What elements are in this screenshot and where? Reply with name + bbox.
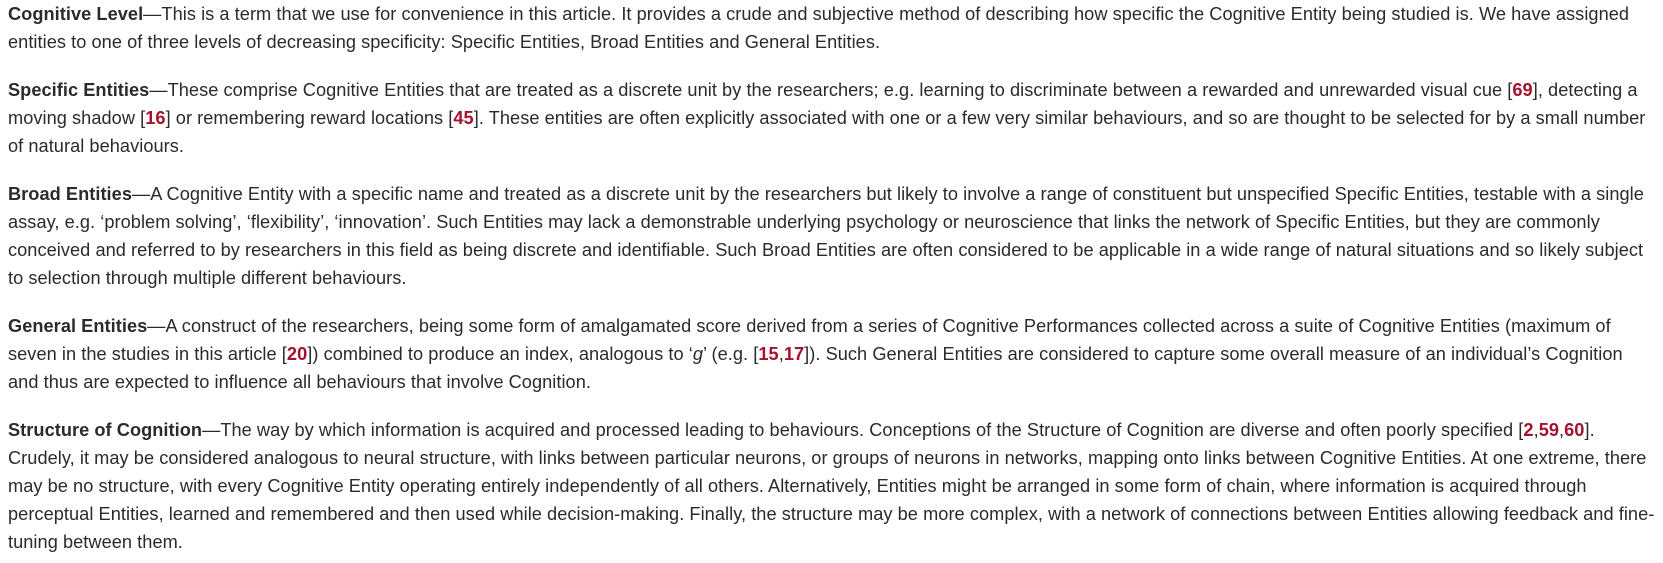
definition-text: ]. Crudely, it may be considered analogous to neural structure, with links between particular neurons, or groups of neurons in networks, mapping onto links between Cognitive Entities. At one extreme, there may be no structure, with every Cognitive Entity operating entirely independently of all others. Alternatively, Entities might be arranged in some form of chain, where information is acquired through perceptual Entities, learned and remembered and then used while decision-making. Finally, the structure may be more complex, with a network of connections between Entities allowing feedback and fine-tuning between them. <box>8 420 1655 552</box>
citation-link[interactable]: 16 <box>145 108 166 128</box>
citation-link[interactable]: 15 <box>758 344 779 364</box>
definition-text: —A Cognitive Entity with a specific name and treated as a discrete unit by the researchers but likely to involve a range of constituent but unspecified Specific Entities, testable with a single assay, e.g. ‘problem solving’, ‘flexibility’, ‘innovation’. Such Entities may lack a demonstrable underlying psychology or neuroscience that links the network of Specific Entities, but they are commonly conceived and referred to by researchers in this field as being discrete and identifiable. Such Broad Entities are often considered to be applicable in a wide range of natural situations and so likely subject to selection through multiple different behaviours. <box>8 184 1644 288</box>
citation-link[interactable]: 45 <box>453 108 474 128</box>
definition-text: ], detecting a moving shadow [ <box>8 80 1638 128</box>
citation-link[interactable]: 20 <box>286 344 308 364</box>
glossary-term: Structure of Cognition <box>8 420 203 440</box>
definition-text: —This is a term that we use for convenience in this article. It provides a crude and subjective method of describing how specific the Cognitive Entity being studied is. We have assigned entities to one of three levels of decreasing specificity: Specific Entities, Broad Entities and General Entities. <box>8 4 1630 52</box>
citation-link[interactable]: 2 <box>1523 420 1534 440</box>
definition-text: ]). Such General Entities are considered to capture some overall measure of an individual’s Cognition and thus are expected to influence all behaviours that involve Cognition. <box>8 344 1623 392</box>
italic-symbol: g <box>692 344 703 364</box>
citation-link[interactable]: 69 <box>1512 80 1533 100</box>
glossary-term: General Entities <box>8 316 148 336</box>
glossary-term: Broad Entities <box>8 184 132 204</box>
citation-link[interactable]: 60 <box>1564 420 1585 440</box>
citation-link[interactable]: 17 <box>783 344 805 364</box>
definition-text: ’ (e.g. [ <box>702 344 759 364</box>
glossary-term: Specific Entities <box>8 80 150 100</box>
definition-text: ] or remembering reward locations [ <box>165 108 454 128</box>
glossary-term: Cognitive Level <box>8 4 144 24</box>
glossary-entry <box>8 76 1655 160</box>
definition-text: , <box>1559 420 1565 440</box>
definition-text: —These comprise Cognitive Entities that are treated as a discrete unit by the researchers; e.g. learning to discriminate between a rewarded and unrewarded visual cue [ <box>149 80 1513 100</box>
glossary-entry <box>8 180 1655 292</box>
glossary-entry <box>8 312 1655 396</box>
definition-text: —The way by which information is acquired and processed leading to behaviours. Conceptions of the Structure of Cognition are diverse and often poorly specified [ <box>202 420 1524 440</box>
glossary-entry <box>8 416 1655 556</box>
definition-text: ]) combined to produce an index, analogous to ‘ <box>307 344 693 364</box>
definition-text: , <box>778 344 784 364</box>
definition-text: ]. These entities are often explicitly associated with one or a few very similar behaviours, and so are thought to be selected for by a small number of natural behaviours. <box>8 108 1646 156</box>
definition-text: —A construct of the researchers, being some form of amalgamated score derived from a series of Cognitive Performances collected across a suite of Cognitive Entities (maximum of seven in the studies in this article [ <box>8 316 1611 364</box>
citation-link[interactable]: 59 <box>1538 420 1560 440</box>
definition-text: , <box>1533 420 1539 440</box>
glossary-entry <box>8 0 1655 56</box>
